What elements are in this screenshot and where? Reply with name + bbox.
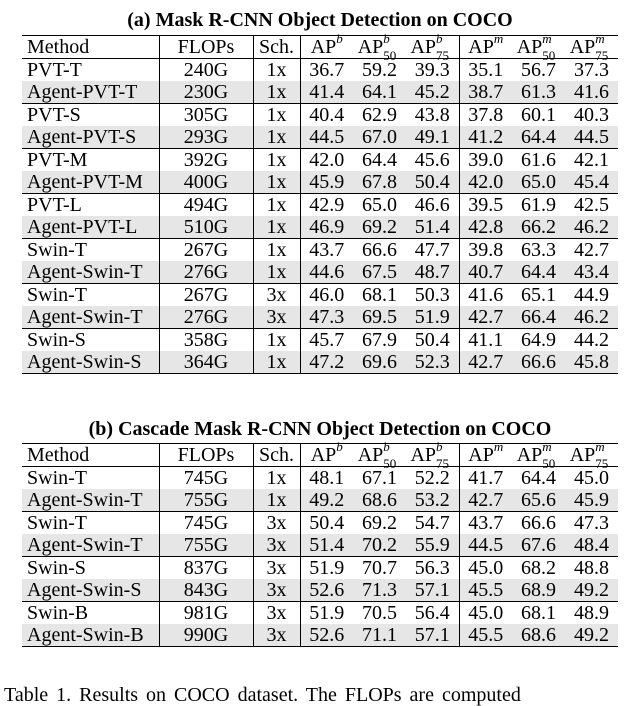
table-row <box>22 104 618 127</box>
cell-method: Swin-S <box>22 329 159 352</box>
header-cell-ap <box>565 439 618 471</box>
header-subscript: 50 <box>383 456 397 471</box>
cell-ap75-mask: 46.2 <box>565 216 618 239</box>
cell-ap50-mask: 65.6 <box>512 489 565 512</box>
table-row <box>22 512 618 535</box>
header-cell-ap <box>406 31 459 63</box>
cell-method: Agent-Swin-B <box>22 624 159 647</box>
header-cell-ap <box>353 31 406 63</box>
cell-ap-mask: 43.7 <box>459 512 512 535</box>
cell-schedule: 1x <box>253 467 300 490</box>
cell-schedule: 1x <box>253 126 300 149</box>
cell-ap75-box: 50.3 <box>406 284 459 307</box>
header-script <box>436 31 454 63</box>
cell-ap-mask: 42.7 <box>459 306 512 329</box>
cell-ap50-box: 71.1 <box>353 624 406 647</box>
cell-ap-box: 36.7 <box>300 59 353 82</box>
cell-flops: 981G <box>159 602 253 625</box>
cell-ap50-mask: 68.2 <box>512 557 565 580</box>
table-row <box>22 126 618 149</box>
header-superscript: m <box>595 31 605 46</box>
cell-ap-mask: 45.5 <box>459 579 512 602</box>
cell-ap-box: 44.5 <box>300 126 353 149</box>
cell-method: PVT-L <box>22 194 159 217</box>
cell-flops: 364G <box>159 351 253 374</box>
table-caption: Table 1. Results on COCO dataset. The FLOPs are computed <box>4 684 521 706</box>
cell-ap-box: 47.2 <box>300 351 353 374</box>
table-row <box>22 284 618 307</box>
cell-method: Swin-S <box>22 557 159 580</box>
cell-ap75-mask: 48.9 <box>565 602 618 625</box>
header-superscript: b <box>436 439 443 454</box>
table-row <box>22 489 618 512</box>
cell-schedule: 3x <box>253 306 300 329</box>
cell-ap50-box: 70.7 <box>353 557 406 580</box>
cell-ap50-mask: 61.6 <box>512 149 565 172</box>
cell-ap-box: 48.1 <box>300 467 353 490</box>
cell-ap50-mask: 65.0 <box>512 171 565 194</box>
cell-schedule: 1x <box>253 489 300 512</box>
cell-ap-box: 42.0 <box>300 149 353 172</box>
cell-method: Agent-PVT-L <box>22 216 159 239</box>
table-b-title: (b) Cascade Mask R-CNN Object Detection on COCO <box>88 418 552 440</box>
header-cell-schedule: Sch. <box>253 36 300 59</box>
cell-ap50-mask: 56.7 <box>512 59 565 82</box>
cell-ap75-mask: 45.4 <box>565 171 618 194</box>
cell-method: Agent-Swin-S <box>22 351 159 374</box>
cell-flops: 392G <box>159 149 253 172</box>
cell-method: Swin-T <box>22 284 159 307</box>
cell-ap-mask: 42.8 <box>459 216 512 239</box>
cell-ap75-mask: 48.4 <box>565 534 618 557</box>
cell-ap-box: 51.9 <box>300 557 353 580</box>
cell-ap50-mask: 60.1 <box>512 104 565 127</box>
cell-method: Agent-Swin-T <box>22 489 159 512</box>
table-row <box>22 624 618 647</box>
cell-ap-mask: 41.6 <box>459 284 512 307</box>
cell-ap50-box: 71.3 <box>353 579 406 602</box>
header-ap-text: AP <box>569 444 596 466</box>
header-cell-ap <box>406 439 459 471</box>
table-row <box>22 261 618 284</box>
cell-ap-mask: 41.2 <box>459 126 512 149</box>
cell-ap-mask: 39.8 <box>459 239 512 262</box>
cell-ap75-box: 50.4 <box>406 171 459 194</box>
cell-ap75-box: 57.1 <box>406 579 459 602</box>
cell-ap75-mask: 49.2 <box>565 579 618 602</box>
cell-ap75-box: 51.9 <box>406 306 459 329</box>
table-row <box>22 579 618 602</box>
cell-ap75-mask: 49.2 <box>565 624 618 647</box>
header-cell-ap <box>512 439 565 471</box>
header-ap-text: AP <box>516 36 543 58</box>
table-row <box>22 329 618 352</box>
cell-method: PVT-S <box>22 104 159 127</box>
cell-method: Swin-T <box>22 512 159 535</box>
header-ap-text: AP <box>357 444 384 466</box>
table-row <box>22 81 618 104</box>
header-ap-text: AP <box>357 36 384 58</box>
cell-ap50-box: 59.2 <box>353 59 406 82</box>
table-a-title: (a) Mask R-CNN Object Detection on COCO <box>127 9 513 31</box>
table-row <box>22 467 618 490</box>
cell-ap75-box: 43.8 <box>406 104 459 127</box>
cell-ap75-box: 57.1 <box>406 624 459 647</box>
cell-ap50-box: 67.1 <box>353 467 406 490</box>
cell-schedule: 1x <box>253 104 300 127</box>
table-row <box>22 557 618 580</box>
cell-ap75-mask: 45.0 <box>565 467 618 490</box>
header-script <box>595 439 613 471</box>
cell-ap50-box: 69.2 <box>353 512 406 535</box>
cell-ap75-box: 56.4 <box>406 602 459 625</box>
cell-schedule: 3x <box>253 579 300 602</box>
cell-ap50-mask: 67.6 <box>512 534 565 557</box>
header-script <box>542 439 560 471</box>
header-subscript: 50 <box>542 48 556 63</box>
header-ap-text: AP <box>468 444 494 466</box>
cell-ap-box: 46.0 <box>300 284 353 307</box>
cell-ap-mask: 38.7 <box>459 81 512 104</box>
cell-ap75-box: 46.6 <box>406 194 459 217</box>
cascade-mask-rcnn-results-table <box>22 439 618 647</box>
header-script <box>383 31 401 63</box>
cell-ap-box: 44.6 <box>300 261 353 284</box>
table-header-row <box>22 36 618 59</box>
cell-ap-mask: 39.0 <box>459 149 512 172</box>
cell-ap50-mask: 66.6 <box>512 351 565 374</box>
cell-ap50-mask: 68.6 <box>512 624 565 647</box>
cell-ap50-mask: 64.9 <box>512 329 565 352</box>
cell-flops: 276G <box>159 261 253 284</box>
cell-ap75-box: 53.2 <box>406 489 459 512</box>
header-cell-ap <box>353 439 406 471</box>
cell-ap-box: 51.4 <box>300 534 353 557</box>
header-superscript: b <box>436 31 443 46</box>
header-cell-method: Method <box>22 36 159 59</box>
cell-flops: 990G <box>159 624 253 647</box>
table-row <box>22 602 618 625</box>
header-cell-flops: FLOPs <box>159 36 253 59</box>
cell-flops: 837G <box>159 557 253 580</box>
cell-ap-mask: 42.7 <box>459 489 512 512</box>
cell-method: Agent-Swin-S <box>22 579 159 602</box>
cell-flops: 293G <box>159 126 253 149</box>
table-row <box>22 149 618 172</box>
cell-flops: 358G <box>159 329 253 352</box>
cell-ap50-box: 67.5 <box>353 261 406 284</box>
cell-schedule: 1x <box>253 239 300 262</box>
cell-ap-mask: 45.0 <box>459 557 512 580</box>
header-cell-method: Method <box>22 444 159 467</box>
header-cell-ap <box>300 439 353 467</box>
cell-method: Agent-PVT-T <box>22 81 159 104</box>
cell-flops: 745G <box>159 467 253 490</box>
cell-ap-mask: 42.7 <box>459 351 512 374</box>
table-row <box>22 171 618 194</box>
cell-ap-box: 45.9 <box>300 171 353 194</box>
table-row <box>22 216 618 239</box>
cell-ap-box: 49.2 <box>300 489 353 512</box>
header-cell-schedule: Sch. <box>253 444 300 467</box>
cell-flops: 267G <box>159 284 253 307</box>
cell-schedule: 1x <box>253 81 300 104</box>
header-subscript: 75 <box>436 456 450 471</box>
cell-ap-mask: 41.7 <box>459 467 512 490</box>
cell-ap50-box: 69.5 <box>353 306 406 329</box>
mask-rcnn-results-table <box>22 31 618 374</box>
header-cell-ap <box>300 31 353 59</box>
cell-flops: 400G <box>159 171 253 194</box>
cell-ap50-mask: 68.1 <box>512 602 565 625</box>
cell-ap75-box: 45.6 <box>406 149 459 172</box>
cell-schedule: 1x <box>253 59 300 82</box>
header-ap-text: AP <box>310 444 337 466</box>
cell-ap-mask: 40.7 <box>459 261 512 284</box>
cell-ap50-box: 66.6 <box>353 239 406 262</box>
cell-ap50-box: 68.6 <box>353 489 406 512</box>
cell-ap50-mask: 64.4 <box>512 261 565 284</box>
header-cell-ap <box>459 31 512 59</box>
cell-ap50-box: 70.2 <box>353 534 406 557</box>
table-header-row <box>22 444 618 467</box>
cell-flops: 494G <box>159 194 253 217</box>
cell-flops: 240G <box>159 59 253 82</box>
cell-ap50-mask: 66.2 <box>512 216 565 239</box>
cell-flops: 230G <box>159 81 253 104</box>
cell-ap75-box: 52.2 <box>406 467 459 490</box>
cell-ap75-mask: 45.8 <box>565 351 618 374</box>
cell-ap50-box: 69.2 <box>353 216 406 239</box>
table-row <box>22 239 618 262</box>
header-superscript: m <box>542 31 552 46</box>
cell-flops: 755G <box>159 534 253 557</box>
cell-ap75-mask: 44.9 <box>565 284 618 307</box>
header-superscript: m <box>493 31 504 47</box>
cell-ap50-box: 67.8 <box>353 171 406 194</box>
cell-ap50-mask: 66.6 <box>512 512 565 535</box>
cell-ap-mask: 35.1 <box>459 59 512 82</box>
cell-ap-box: 52.6 <box>300 579 353 602</box>
cell-ap-box: 47.3 <box>300 306 353 329</box>
cell-schedule: 3x <box>253 284 300 307</box>
cell-schedule: 3x <box>253 557 300 580</box>
header-script <box>383 439 401 471</box>
cell-flops: 510G <box>159 216 253 239</box>
header-superscript: m <box>493 439 504 455</box>
cell-method: Agent-PVT-S <box>22 126 159 149</box>
cell-ap75-box: 39.3 <box>406 59 459 82</box>
cell-ap50-box: 69.6 <box>353 351 406 374</box>
cell-ap-mask: 41.1 <box>459 329 512 352</box>
cell-ap75-mask: 46.2 <box>565 306 618 329</box>
cell-ap75-box: 54.7 <box>406 512 459 535</box>
cell-ap75-box: 48.7 <box>406 261 459 284</box>
cell-ap-box: 50.4 <box>300 512 353 535</box>
header-subscript: 75 <box>595 48 609 63</box>
cell-schedule: 1x <box>253 216 300 239</box>
header-cell-ap <box>459 439 512 467</box>
cell-schedule: 3x <box>253 602 300 625</box>
cell-ap75-box: 55.9 <box>406 534 459 557</box>
cell-ap75-mask: 44.2 <box>565 329 618 352</box>
cell-method: Agent-Swin-T <box>22 261 159 284</box>
header-superscript: b <box>383 31 390 46</box>
cell-ap75-mask: 47.3 <box>565 512 618 535</box>
cell-ap75-mask: 42.5 <box>565 194 618 217</box>
header-ap-text: AP <box>569 36 596 58</box>
cell-schedule: 1x <box>253 329 300 352</box>
cell-schedule: 1x <box>253 261 300 284</box>
header-ap-text: AP <box>410 36 437 58</box>
header-ap-text: AP <box>468 36 494 58</box>
header-script <box>542 31 560 63</box>
cell-ap75-mask: 44.5 <box>565 126 618 149</box>
cell-schedule: 1x <box>253 351 300 374</box>
cell-ap50-box: 62.9 <box>353 104 406 127</box>
cell-ap-box: 45.7 <box>300 329 353 352</box>
cell-ap75-box: 45.2 <box>406 81 459 104</box>
header-subscript: 75 <box>595 456 609 471</box>
cell-ap50-mask: 64.4 <box>512 467 565 490</box>
cell-ap50-mask: 64.4 <box>512 126 565 149</box>
cell-ap-box: 40.4 <box>300 104 353 127</box>
header-superscript: b <box>336 31 343 47</box>
cell-ap50-box: 65.0 <box>353 194 406 217</box>
cell-schedule: 3x <box>253 512 300 535</box>
cell-method: Agent-PVT-M <box>22 171 159 194</box>
cell-method: PVT-T <box>22 59 159 82</box>
cell-ap50-mask: 68.9 <box>512 579 565 602</box>
cell-ap-mask: 42.0 <box>459 171 512 194</box>
header-superscript: b <box>383 439 390 454</box>
cell-ap50-mask: 61.3 <box>512 81 565 104</box>
table-row <box>22 59 618 82</box>
header-superscript: m <box>595 439 605 454</box>
table-row <box>22 194 618 217</box>
cell-flops: 755G <box>159 489 253 512</box>
header-superscript: m <box>542 439 552 454</box>
cell-ap75-box: 50.4 <box>406 329 459 352</box>
cell-ap-mask: 44.5 <box>459 534 512 557</box>
cell-method: PVT-M <box>22 149 159 172</box>
cell-method: Agent-Swin-T <box>22 534 159 557</box>
table-row <box>22 306 618 329</box>
cell-ap50-box: 64.1 <box>353 81 406 104</box>
cell-ap-box: 46.9 <box>300 216 353 239</box>
cell-flops: 276G <box>159 306 253 329</box>
cell-ap50-box: 70.5 <box>353 602 406 625</box>
header-subscript: 50 <box>542 456 556 471</box>
cell-ap75-mask: 40.3 <box>565 104 618 127</box>
cell-ap75-mask: 43.4 <box>565 261 618 284</box>
cell-ap75-mask: 37.3 <box>565 59 618 82</box>
cell-ap-mask: 37.8 <box>459 104 512 127</box>
header-superscript: b <box>336 439 343 455</box>
header-script <box>436 439 454 471</box>
header-cell-ap <box>512 31 565 63</box>
cell-ap-mask: 45.5 <box>459 624 512 647</box>
cell-ap-mask: 45.0 <box>459 602 512 625</box>
cell-ap75-mask: 42.7 <box>565 239 618 262</box>
table-row <box>22 534 618 557</box>
cell-flops: 843G <box>159 579 253 602</box>
header-ap-text: AP <box>410 444 437 466</box>
cell-ap75-box: 56.3 <box>406 557 459 580</box>
cell-method: Agent-Swin-T <box>22 306 159 329</box>
cell-ap50-box: 67.0 <box>353 126 406 149</box>
cell-schedule: 3x <box>253 534 300 557</box>
cell-ap50-mask: 66.4 <box>512 306 565 329</box>
header-subscript: 75 <box>436 48 450 63</box>
cell-ap-box: 51.9 <box>300 602 353 625</box>
header-cell-ap <box>565 31 618 63</box>
header-ap-text: AP <box>516 444 543 466</box>
cell-schedule: 1x <box>253 149 300 172</box>
cell-ap50-mask: 65.1 <box>512 284 565 307</box>
cell-schedule: 3x <box>253 624 300 647</box>
cell-ap-box: 41.4 <box>300 81 353 104</box>
cell-ap-box: 42.9 <box>300 194 353 217</box>
cell-ap75-box: 47.7 <box>406 239 459 262</box>
cell-ap50-box: 68.1 <box>353 284 406 307</box>
cell-ap75-box: 52.3 <box>406 351 459 374</box>
cell-flops: 745G <box>159 512 253 535</box>
cell-ap-box: 52.6 <box>300 624 353 647</box>
cell-method: Swin-T <box>22 467 159 490</box>
cell-ap-mask: 39.5 <box>459 194 512 217</box>
cell-ap50-box: 64.4 <box>353 149 406 172</box>
cell-ap75-box: 49.1 <box>406 126 459 149</box>
header-script <box>595 31 613 63</box>
cell-ap75-mask: 48.8 <box>565 557 618 580</box>
cell-schedule: 1x <box>253 194 300 217</box>
header-cell-flops: FLOPs <box>159 444 253 467</box>
cell-ap50-box: 67.9 <box>353 329 406 352</box>
cell-ap75-box: 51.4 <box>406 216 459 239</box>
cell-ap50-mask: 63.3 <box>512 239 565 262</box>
cell-flops: 305G <box>159 104 253 127</box>
cell-method: Swin-B <box>22 602 159 625</box>
cell-ap-box: 43.7 <box>300 239 353 262</box>
cell-ap75-mask: 42.1 <box>565 149 618 172</box>
cell-ap75-mask: 45.9 <box>565 489 618 512</box>
cell-ap50-mask: 61.9 <box>512 194 565 217</box>
header-subscript: 50 <box>383 48 397 63</box>
cell-ap75-mask: 41.6 <box>565 81 618 104</box>
cell-schedule: 1x <box>253 171 300 194</box>
table-row <box>22 351 618 374</box>
cell-method: Swin-T <box>22 239 159 262</box>
header-ap-text: AP <box>310 36 337 58</box>
cell-flops: 267G <box>159 239 253 262</box>
